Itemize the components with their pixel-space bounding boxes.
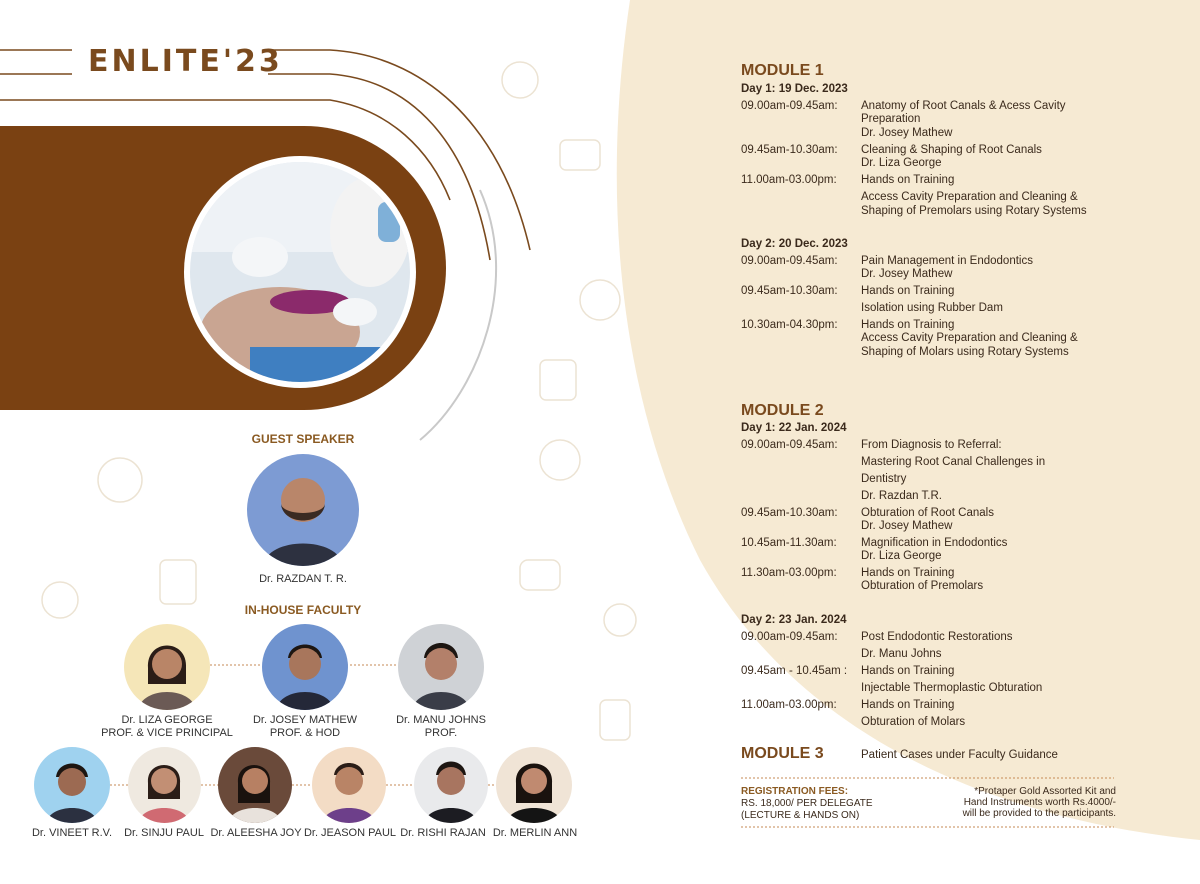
faculty-jeason-name: Dr. JEASON PAUL [303, 827, 397, 839]
schedule-time: 09.45am-10.30am: [741, 144, 838, 156]
schedule-desc: Dr. Josey Mathew [861, 268, 953, 280]
registration-note: (LECTURE & HANDS ON) [741, 810, 860, 821]
schedule-time: 09.00am-09.45am: [741, 255, 838, 267]
faculty-rishi-name: Dr. RISHI RAJAN [400, 827, 486, 839]
module-1-title: MODULE 1 [741, 62, 824, 79]
kit-note: *Protaper Gold Assorted Kit and Hand Instruments worth Rs.4000/- will be provided to the participants. [962, 786, 1116, 819]
schedule-desc: Hands on Training [861, 285, 955, 297]
faculty-aleesha-name: Dr. ALEESHA JOY [210, 827, 302, 839]
schedule-desc: Hands on Training [861, 665, 955, 677]
module-3-title: MODULE 3 [741, 745, 824, 762]
in-house-heading: IN-HOUSE FACULTY [244, 603, 362, 617]
schedule-desc: Dr. Liza George [861, 157, 942, 169]
schedule-time: 09.00am-09.45am: [741, 631, 838, 643]
faculty-josey-label: Dr. JOSEY MATHEW PROF. & HOD [252, 714, 358, 739]
schedule-time: 09.00am-09.45am: [741, 439, 838, 451]
schedule-time: 11.30am-03.00pm: [741, 567, 837, 579]
schedule-desc: Anatomy of Root Canals & Acess Cavity [861, 100, 1066, 112]
schedule-desc: Magnification in Endodontics [861, 537, 1008, 549]
schedule-time: 11.00am-03.00pm: [741, 699, 837, 711]
guest-name: Dr. RAZDAN T. R. [259, 573, 347, 585]
schedule-time: 09.00am-09.45am: [741, 100, 838, 112]
schedule-time: 09.45am - 10.45am : [741, 665, 848, 677]
schedule-desc: Isolation using Rubber Dam [861, 302, 1003, 314]
schedule-desc: Dr. Josey Mathew [861, 520, 953, 532]
module-3-desc: Patient Cases under Faculty Guidance [861, 749, 1058, 761]
faculty-manu-label: Dr. MANU JOHNS PROF. [396, 714, 486, 739]
schedule-desc: Hands on Training [861, 174, 955, 186]
module-1-day-1: Day 1: 19 Dec. 2023 [741, 83, 848, 95]
faculty-merlin-name: Dr. MERLIN ANN [492, 827, 578, 839]
schedule-desc: Obturation of Root Canals [861, 507, 994, 519]
schedule-desc: Obturation of Molars [861, 716, 966, 728]
schedule-desc: Hands on Training [861, 319, 955, 331]
schedule-desc: Injectable Thermoplastic Obturation [861, 682, 1043, 694]
schedule-desc: Cleaning & Shaping of Root Canals [861, 144, 1042, 156]
schedule-desc: Shaping of Premolars using Rotary Systems [861, 205, 1087, 217]
schedule-desc: Hands on Training [861, 699, 955, 711]
module-1-day-2: Day 2: 20 Dec. 2023 [741, 238, 848, 250]
schedule-desc: Mastering Root Canal Challenges in [861, 456, 1046, 468]
faculty-vineet-name: Dr. VINEET R.V. [31, 827, 113, 839]
schedule-desc: Access Cavity Preparation and Cleaning & [861, 332, 1078, 344]
registration-fee: RS. 18,000/ PER DELEGATE [741, 798, 873, 809]
schedule-time: 10.45am-11.30am: [741, 537, 837, 549]
schedule-time: 10.30am-04.30pm: [741, 319, 838, 331]
event-title: ENLITE'23 [88, 44, 283, 79]
module-2-day-1: Day 1: 22 Jan. 2024 [741, 422, 847, 434]
module-2-title: MODULE 2 [741, 402, 824, 419]
schedule-desc: Dr. Josey Mathew [861, 127, 953, 139]
schedule-desc: Dr. Razdan T.R. [861, 490, 942, 502]
schedule-desc: Dr. Liza George [861, 550, 942, 562]
registration-heading: REGISTRATION FEES: [741, 786, 849, 797]
faculty-liza-label: Dr. LIZA GEORGE PROF. & VICE PRINCIPAL [101, 714, 233, 739]
schedule-desc: Dentistry [861, 473, 907, 485]
schedule-time: 09.45am-10.30am: [741, 285, 838, 297]
schedule-desc: Dr. Manu Johns [861, 648, 942, 660]
schedule-desc: Access Cavity Preparation and Cleaning & [861, 191, 1078, 203]
faculty-sinju-name: Dr. SINJU PAUL [124, 827, 204, 839]
guest-speaker-heading: GUEST SPEAKER [251, 432, 355, 446]
schedule-desc: From Diagnosis to Referral: [861, 439, 1002, 451]
schedule-desc: Shaping of Molars using Rotary Systems [861, 346, 1069, 358]
schedule-desc: Obturation of Premolars [861, 580, 984, 592]
module-2-day-2: Day 2: 23 Jan. 2024 [741, 614, 847, 626]
schedule-desc: Pain Management in Endodontics [861, 255, 1033, 267]
schedule-desc: Post Endodontic Restorations [861, 631, 1013, 643]
schedule-time: 11.00am-03.00pm: [741, 174, 837, 186]
schedule-time: 09.45am-10.30am: [741, 507, 838, 519]
schedule-desc: Preparation [861, 113, 921, 125]
schedule-desc: Hands on Training [861, 567, 955, 579]
